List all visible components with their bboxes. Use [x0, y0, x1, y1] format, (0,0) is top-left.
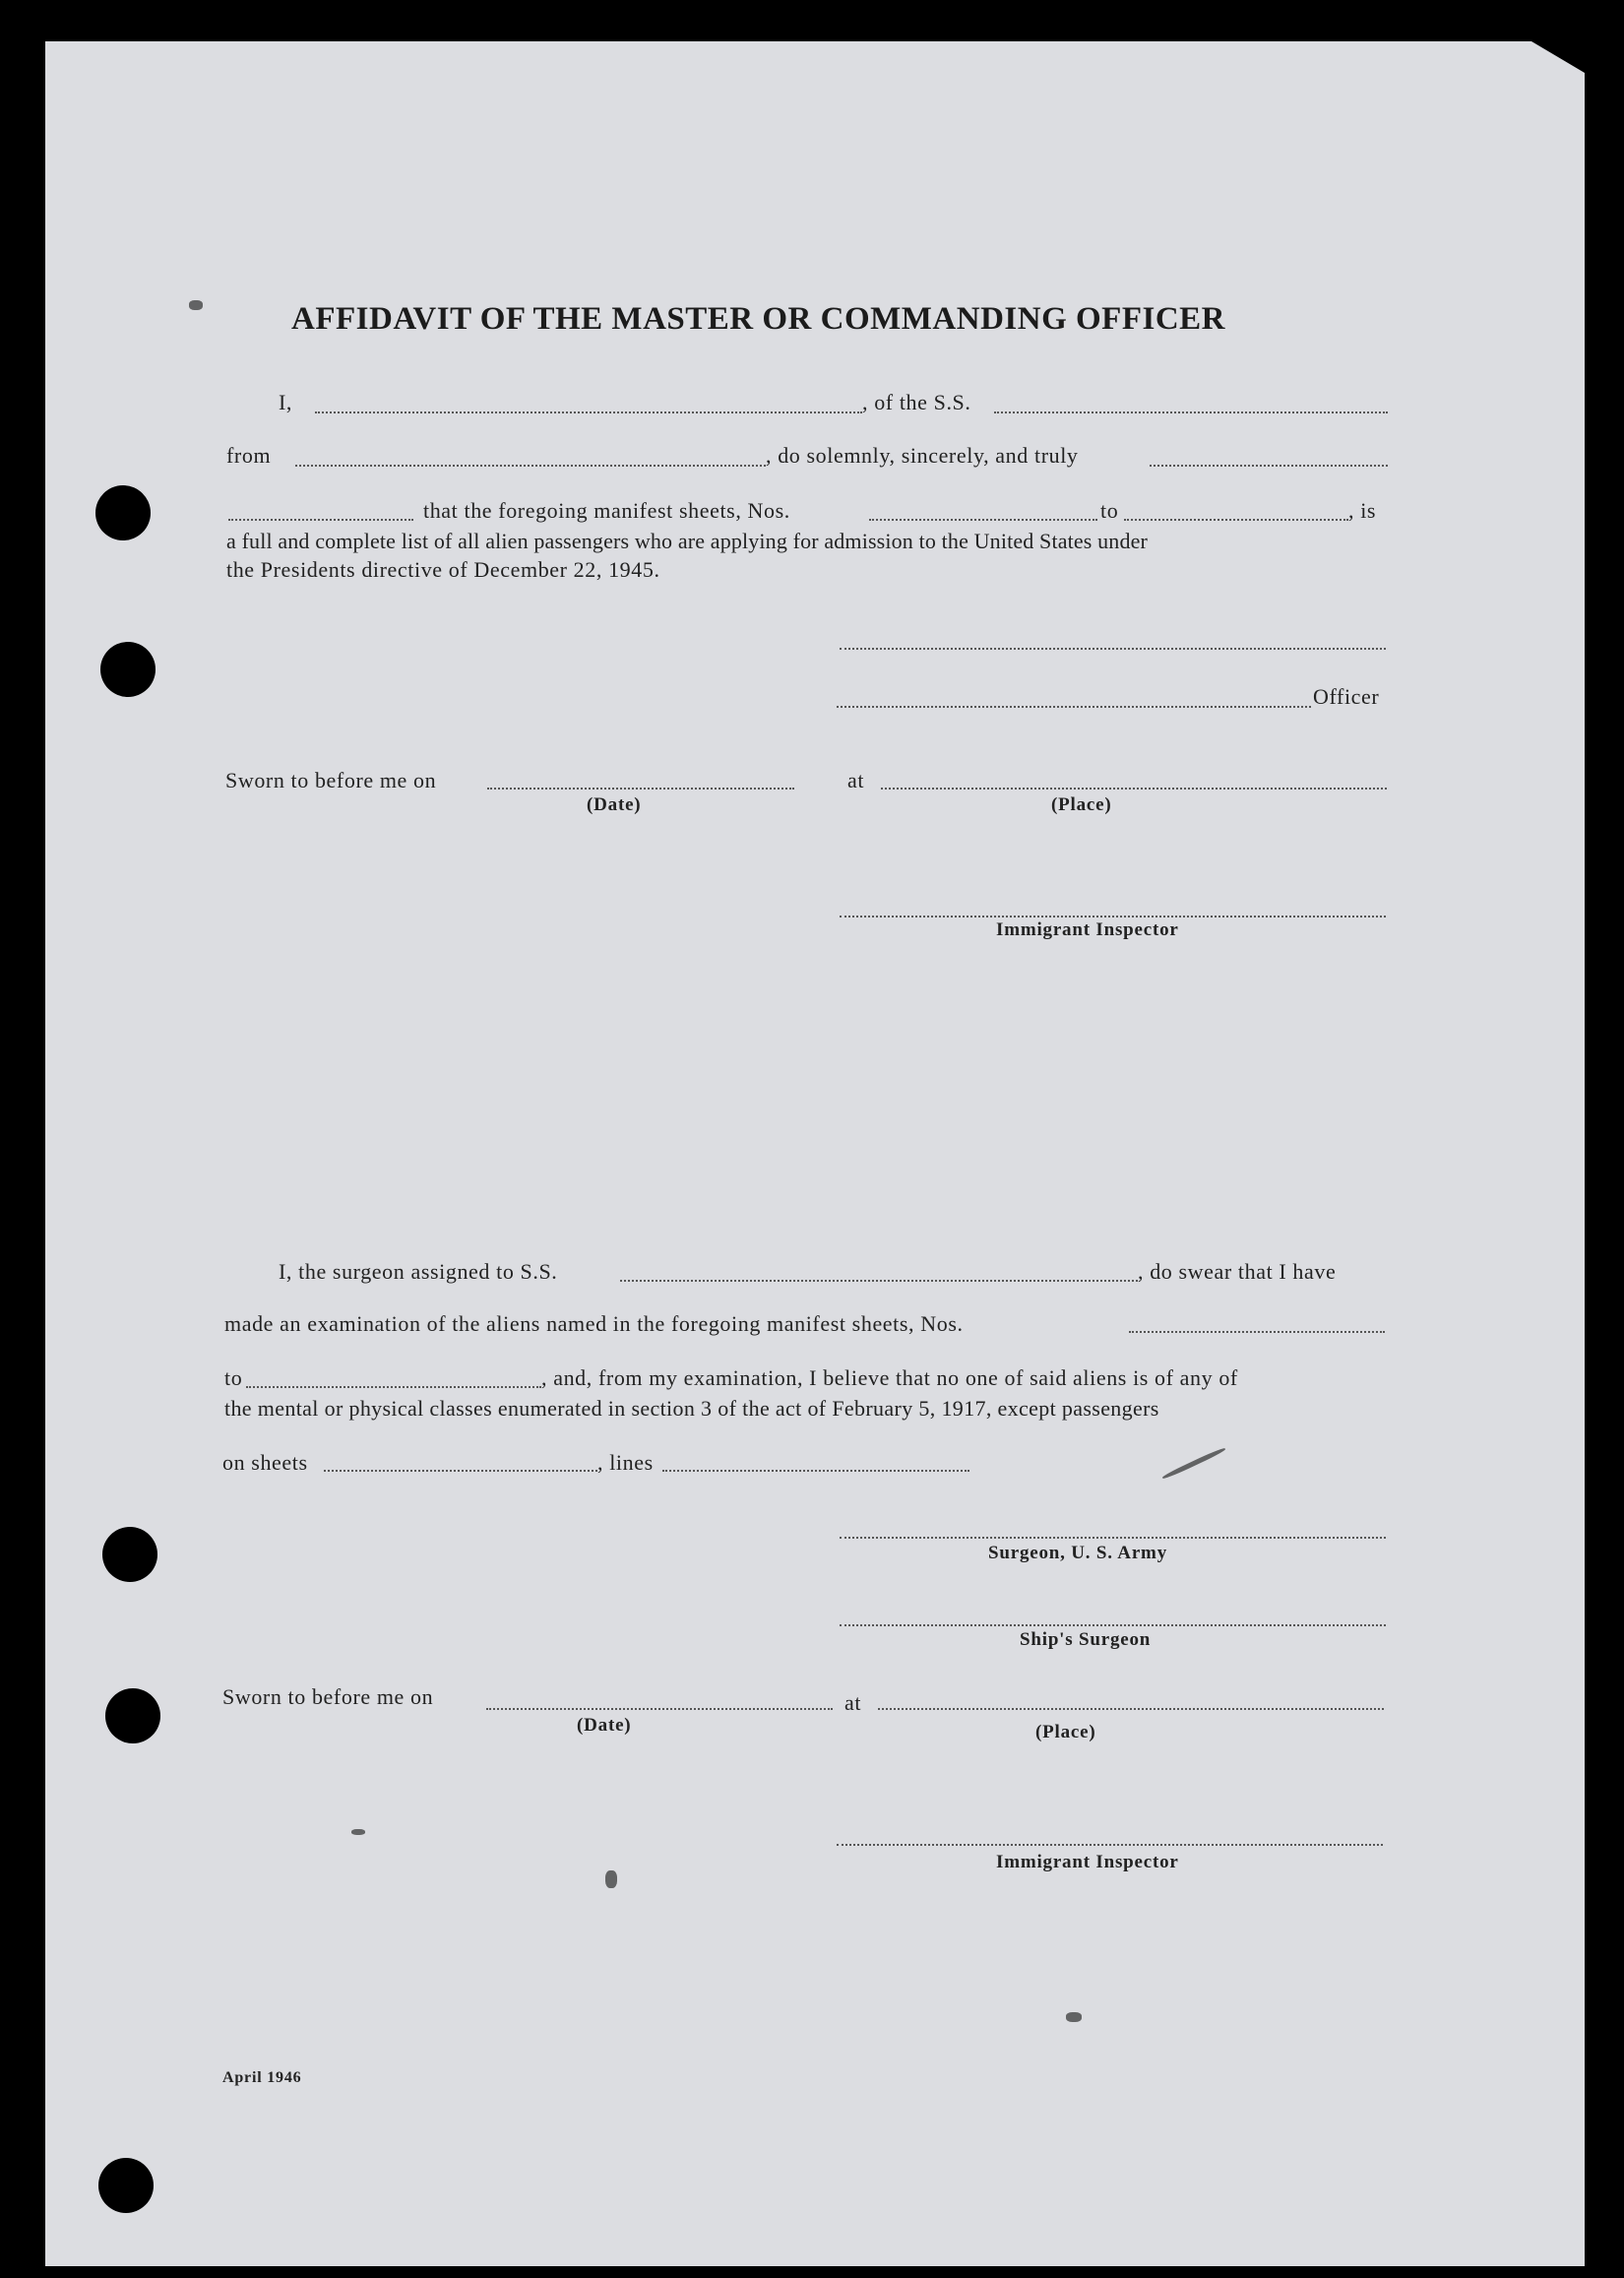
date-caption: (Date): [577, 1715, 632, 1736]
form-title: AFFIDAVIT OF THE MASTER OR COMMANDING OFFICER: [291, 301, 1225, 337]
surgeon-manifest-to-field[interactable]: [246, 1386, 541, 1388]
of-ss-label: , of the S.S.: [862, 390, 971, 414]
to-label: to: [1100, 498, 1119, 523]
from-label: from: [226, 443, 272, 468]
inspector-signature-field[interactable]: [840, 916, 1386, 918]
surgeon-line: I, the surgeon assigned to S.S.: [279, 1259, 558, 1284]
surgeon-line: made an examination of the aliens named in the foregoing manifest sheets, Nos.: [224, 1311, 964, 1336]
surgeon-line: , and, from my examination, I believe that no one of said aliens is of any of: [541, 1365, 1238, 1390]
ink-smudge: [189, 300, 203, 310]
footer-date: April 1946: [222, 2069, 302, 2086]
oath-word-field[interactable]: [1150, 465, 1388, 467]
surgeon-manifest-from-field[interactable]: [1129, 1331, 1385, 1333]
date-caption: (Date): [587, 794, 642, 815]
inspector-signature-field[interactable]: [837, 1844, 1383, 1846]
officer-signature-field[interactable]: [837, 706, 1311, 708]
punch-hole: [105, 1688, 160, 1743]
ink-smudge: [351, 1829, 365, 1835]
is-label: , is: [1348, 498, 1377, 523]
punch-hole: [102, 1527, 157, 1582]
master-statement-line: the Presidents directive of December 22, 1945.: [226, 557, 660, 582]
surgeon-line: the mental or physical classes enumerated in section 3 of the act of February 5, 1917, except passengers: [224, 1396, 1159, 1421]
solemnly-text: , do solemnly, sincerely, and truly: [766, 443, 1079, 468]
sworn-place-field[interactable]: [881, 788, 1387, 790]
inspector-caption: Immigrant Inspector: [996, 919, 1179, 940]
lines-field[interactable]: [662, 1470, 969, 1472]
oath-continuation-field[interactable]: [228, 519, 413, 521]
sworn-text: Sworn to before me on: [225, 768, 437, 792]
ships-surgeon-caption: Ship's Surgeon: [1020, 1629, 1152, 1650]
manifest-sheets-text: that the foregoing manifest sheets, Nos.: [423, 498, 790, 523]
master-statement-line: a full and complete list of all alien passengers who are applying for admission to the United States under: [226, 529, 1148, 553]
at-label: at: [847, 768, 865, 792]
surgeon-line: , do swear that I have: [1138, 1259, 1337, 1284]
punch-hole: [100, 642, 156, 697]
master-i-label: I,: [279, 390, 293, 414]
ink-smudge: [605, 1870, 617, 1888]
army-surgeon-signature-field[interactable]: [840, 1537, 1386, 1539]
surgeon-ship-field[interactable]: [620, 1280, 1138, 1282]
place-caption: (Place): [1035, 1722, 1096, 1742]
ship-name-field[interactable]: [994, 411, 1388, 413]
master-name-field[interactable]: [315, 411, 862, 413]
sheets-field[interactable]: [324, 1470, 597, 1472]
manifest-to-field[interactable]: [1124, 519, 1348, 521]
sworn-place-field[interactable]: [878, 1708, 1384, 1710]
officer-label: Officer: [1313, 684, 1380, 709]
on-sheets-label: on sheets: [222, 1450, 308, 1475]
from-port-field[interactable]: [295, 465, 766, 467]
punch-hole: [95, 485, 151, 540]
sworn-text: Sworn to before me on: [222, 1684, 434, 1709]
lines-label: , lines: [597, 1450, 654, 1475]
to-label: to: [224, 1365, 243, 1390]
form-sheet: [45, 41, 1585, 2266]
army-surgeon-caption: Surgeon, U. S. Army: [988, 1543, 1167, 1563]
place-caption: (Place): [1051, 794, 1112, 815]
sworn-date-field[interactable]: [486, 1708, 833, 1710]
manifest-from-field[interactable]: [869, 519, 1097, 521]
punch-hole: [98, 2158, 154, 2213]
ships-surgeon-signature-field[interactable]: [840, 1624, 1386, 1626]
master-signature-field[interactable]: [840, 648, 1386, 650]
at-label: at: [844, 1690, 862, 1715]
inspector-caption: Immigrant Inspector: [996, 1852, 1179, 1872]
sworn-date-field[interactable]: [487, 788, 794, 790]
ink-smudge: [1066, 2012, 1082, 2022]
